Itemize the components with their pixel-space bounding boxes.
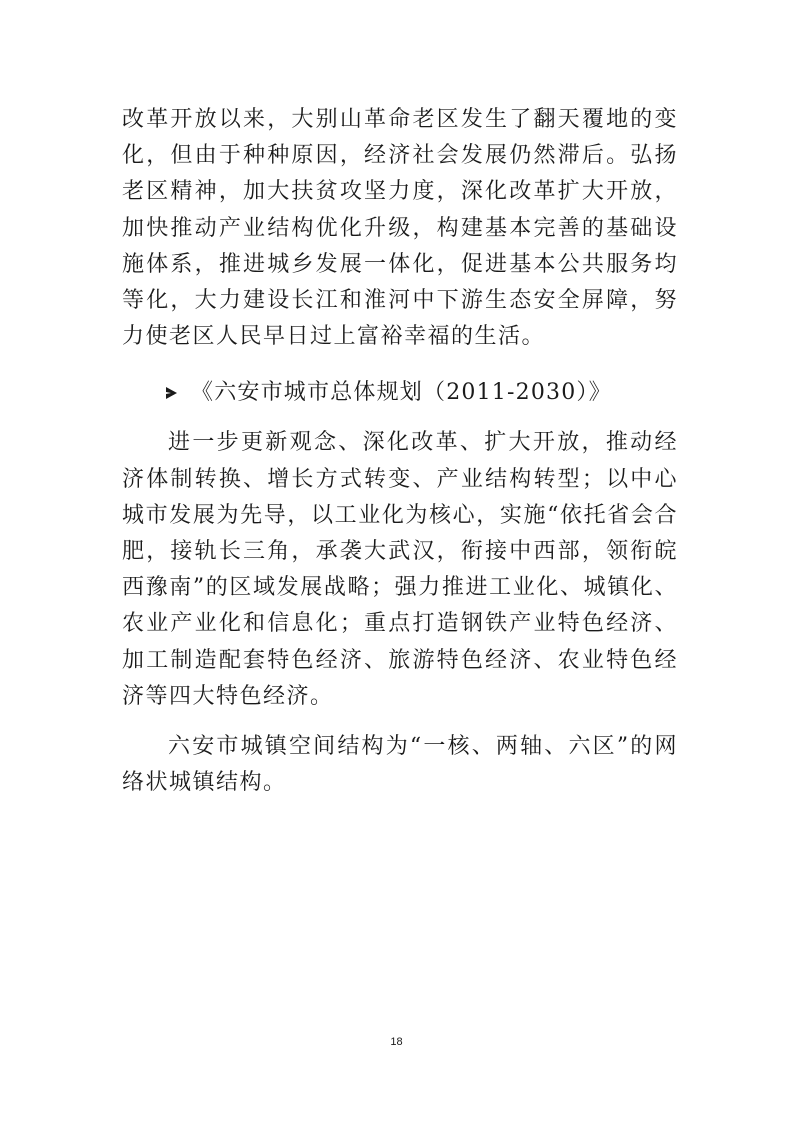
page-number: 18	[390, 1036, 403, 1048]
paragraph-reform-overview: 改革开放以来，大别山革命老区发生了翻天覆地的变化，但由于种种原因，经济社会发展仍然滞后。弘扬老区精神，加大扶贫攻坚力度，深化改革扩大开放，加快推动产业结构优化升级，构建基本完善的基础设施体系，推进城乡发展一体化，促进基本公共服务均等化，大力建设长江和淮河中下游生态安全屏障，努力使老区人民早日过上富裕幸福的生活。	[122, 107, 678, 350]
paragraph-development-strategy: 进一步更新观念、深化改革、扩大开放，推动经济体制转换、增长方式转变、产业结构转型；以中心城市发展为先导，以工业化为核心，实施“依托省会合肥，接轨长三角，承袭大武汉，衔接中西部，领衔皖西豫南”的区域发展战略；强力推进工业化、城镇化、农业产业化和信息化；重点打造钢铁产业特色经济、加工制造配套特色经济、旅游特色经济、农业特色经济等四大特色经济。	[122, 430, 678, 709]
bullet-heading-row	[122, 375, 678, 411]
paragraph-spatial-structure: 六安市城镇空间结构为“一核、两轴、六区”的网络状城镇结构。	[122, 734, 678, 796]
arrowhead-bullet-icon	[166, 387, 177, 399]
bullet-heading-text: 《六安市城市总体规划（2011-2030）》	[191, 380, 612, 406]
page-content	[122, 102, 678, 801]
